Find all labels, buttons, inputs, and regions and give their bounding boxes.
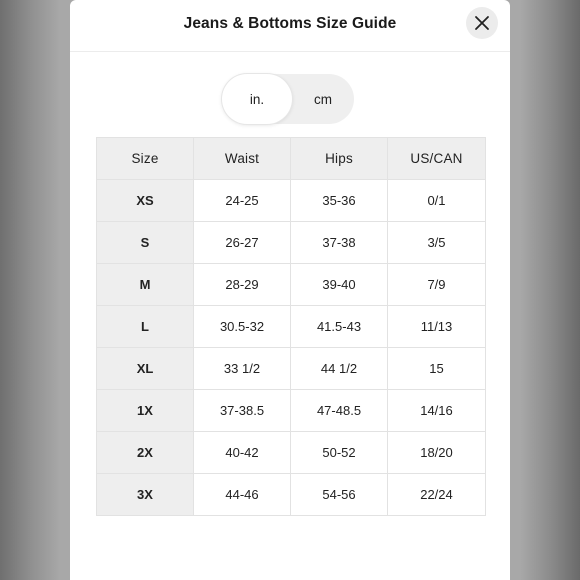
waist-cell: 30.5-32 [194,306,291,348]
waist-cell: 40-42 [194,432,291,474]
hips-cell: 39-40 [291,264,388,306]
size-cell: 2X [97,432,194,474]
table-header-row [97,138,486,180]
hips-cell: 37-38 [291,222,388,264]
unit-toggle [222,74,354,124]
size-cell: 1X [97,390,194,432]
close-icon [474,15,490,31]
column-header-size: Size [97,138,194,180]
us-can-cell: 15 [388,348,486,390]
table-row [97,474,486,516]
us-can-cell: 7/9 [388,264,486,306]
unit-option-cm[interactable]: cm [314,91,332,107]
hips-cell: 54-56 [291,474,388,516]
table-row [97,348,486,390]
waist-cell: 24-25 [194,180,291,222]
size-guide-modal [70,0,510,580]
waist-cell: 28-29 [194,264,291,306]
hips-cell: 44 1/2 [291,348,388,390]
table-row [97,222,486,264]
hips-cell: 41.5-43 [291,306,388,348]
table-row [97,264,486,306]
us-can-cell: 3/5 [388,222,486,264]
table-body [97,180,486,516]
us-can-cell: 11/13 [388,306,486,348]
modal-title: Jeans & Bottoms Size Guide [183,15,397,32]
us-can-cell: 14/16 [388,390,486,432]
column-header-waist: Waist [194,138,291,180]
size-cell: XS [97,180,194,222]
waist-cell: 33 1/2 [194,348,291,390]
size-table [96,137,486,516]
size-cell: L [97,306,194,348]
waist-cell: 26-27 [194,222,291,264]
table-row [97,306,486,348]
waist-cell: 37-38.5 [194,390,291,432]
hips-cell: 35-36 [291,180,388,222]
waist-cell: 44-46 [194,474,291,516]
us-can-cell: 22/24 [388,474,486,516]
size-cell: XL [97,348,194,390]
unit-option-in[interactable]: in. [222,74,292,124]
column-header-hips: Hips [291,138,388,180]
size-cell: M [97,264,194,306]
table-row [97,390,486,432]
table-row [97,432,486,474]
hips-cell: 47-48.5 [291,390,388,432]
hips-cell: 50-52 [291,432,388,474]
close-button[interactable] [466,7,498,39]
us-can-cell: 0/1 [388,180,486,222]
column-header-us-can: US/CAN [388,138,486,180]
table-row [97,180,486,222]
size-cell: 3X [97,474,194,516]
us-can-cell: 18/20 [388,432,486,474]
size-cell: S [97,222,194,264]
modal-header [70,0,510,52]
